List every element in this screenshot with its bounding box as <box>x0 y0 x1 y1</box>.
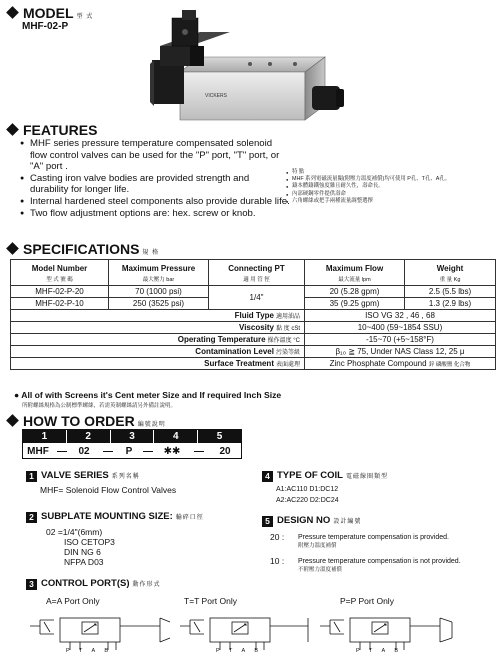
connecting-value: 1/4" <box>209 286 305 310</box>
design-code: 20 : <box>270 532 285 542</box>
col-flow: Maximum Flow 最大流量 lpm <box>305 260 405 286</box>
a-port-symbol <box>30 618 170 650</box>
coil-line: A2:AC220 D2:DC24 <box>276 497 339 504</box>
model-heading: MODEL 型 式 <box>8 5 93 21</box>
order-number-row: 1 2 3 4 5 <box>23 430 241 443</box>
subplate-line: ISO CETOP3 <box>64 537 115 547</box>
features-heading: FEATURES <box>8 122 97 138</box>
design-heading: 5 DESIGN NO 設計編號 <box>262 515 361 527</box>
port-letters: P T A B <box>66 648 113 654</box>
diamond-bullet-icon <box>6 123 19 136</box>
detail-row-contamination: Contamination Level 污染等級 β₁₀ ≧ 75, Under NAS Class 12, 25 μ <box>11 346 496 358</box>
diamond-bullet-icon <box>6 414 19 427</box>
design-code: 10 : <box>270 556 285 566</box>
design-text: Pressure temperature compensation is not provided. <box>298 558 461 565</box>
model-code: MHF-02-P <box>22 21 69 32</box>
screw-size-note: ● All of with Screens it's Cent meter Size and If required Inch Size <box>14 390 282 400</box>
specifications-heading: SPECIFICATIONS 規 格 <box>8 241 159 257</box>
order-heading: HOW TO ORDER 編號說明 <box>8 413 166 429</box>
subplate-line: NFPA D03 <box>64 557 104 567</box>
feature-item: ● Two flow adjustment options are: hex. screw or knob. <box>20 208 290 220</box>
port-t-label: T=T Port Only <box>184 596 237 606</box>
order-code-row: MHF — 02 — P — ✱✱ — 20 <box>27 445 231 457</box>
order-code-strip <box>22 429 242 459</box>
detail-row-temperature: Operating Temperature 操作溫度 °C -15~70 (+5~158°F) <box>11 334 496 346</box>
coil-line: A1:AC110 D1:DC12 <box>276 486 339 493</box>
col-weight: Weight 重 量 Kg <box>405 260 496 286</box>
design-text: Pressure temperature compensation is provided. <box>298 534 449 541</box>
valve-series-heading: 1 VALVE SERIES 系列名稱 <box>26 470 140 482</box>
product-image <box>140 2 365 132</box>
spec-table <box>10 259 496 370</box>
screw-size-note-cn: 所附螺絲規格為公制標準螺絲，若需英制螺絲請另外備註說明。 <box>22 403 177 409</box>
subplate-heading: 2 SUBPLATE MOUNTING SIZE: 輸碎口徑 <box>26 511 204 523</box>
features-list <box>20 138 290 219</box>
design-text-cn: 附壓力溫度補償 <box>298 543 337 549</box>
coil-heading: 4 TYPE OF COIL 電磁線圈類型 <box>262 470 388 482</box>
feature-item: ● MHF series pressure temperature compensated solenoid flow control valves can be used for the "P" port, "T" port, or "A" port . <box>20 138 290 173</box>
detail-row-surface: Surface Treatment 表面處理 Zinc Phosphate Compound 鋅 磷酸鹽 化合物 <box>11 358 496 370</box>
brand-label: VICKERS <box>205 93 227 99</box>
feature-cn-item: ● MHF 系列電磁流量閥(附壓力溫度補償)均可使用 P孔、T孔、A孔。 <box>286 176 486 183</box>
control-ports-heading: 3 CONTROL PORT(S) 動作形式 <box>26 578 161 590</box>
feature-item: ● Internal hardened steel components also provide durable life. <box>20 196 290 208</box>
spec-header-row <box>11 260 496 286</box>
port-a-label: A=A Port Only <box>46 596 100 606</box>
port-p-label: P=P Port Only <box>340 596 394 606</box>
table-row: MHF-02-P-20 70 (1000 psi) 1/4" 20 (5.28 gpm) 2.5 (5.5 lbs) <box>11 286 496 298</box>
feature-item: ● Casting iron valve bodies are provided strength and durability for longer life. <box>20 173 290 196</box>
subplate-line: 02 =1/4"(6mm) <box>46 527 103 537</box>
design-text-cn: 不附壓力溫度補償 <box>298 567 343 573</box>
subplate-line: DIN NG 6 <box>64 547 101 557</box>
feature-cn-item: ● 內部硬鋼零件提供壽命 <box>286 191 486 198</box>
features-cn-list <box>286 169 486 205</box>
port-letters: P T A B <box>216 648 263 654</box>
feature-cn-title: ● 特 點 <box>286 169 486 176</box>
feature-cn-item: ● 鑄本體鑄鐵強度雜且耐久性，壽命長。 <box>286 183 486 190</box>
detail-row-viscosity: Viscosity 黏 度 cSt 10~400 (59~1854 SSU) <box>11 322 496 334</box>
col-pressure: Maximum Pressure 最大壓力 bar <box>109 260 209 286</box>
p-port-symbol <box>320 618 452 650</box>
feature-cn-item: ● 六角螺絲或把手兩種流量調整選擇 <box>286 198 486 205</box>
valve-series-text: MHF= Solenoid Flow Control Valves <box>40 485 177 495</box>
table-row: MHF-02-P-10 250 (3525 psi) 35 (9.25 gpm) 1.3 (2.9 lbs) <box>11 298 496 310</box>
col-connecting: Connecting PT 適 用 管 徑 <box>209 260 305 286</box>
diamond-bullet-icon <box>6 242 19 255</box>
port-letters: P T A B <box>356 648 403 654</box>
t-port-symbol <box>180 618 308 650</box>
diamond-bullet-icon <box>6 6 19 19</box>
col-model: Model Number 型 式 號 碼 <box>11 260 109 286</box>
detail-row-fluid: Fluid Type 適用油品 ISO VG 32 , 46 , 68 <box>11 310 496 322</box>
